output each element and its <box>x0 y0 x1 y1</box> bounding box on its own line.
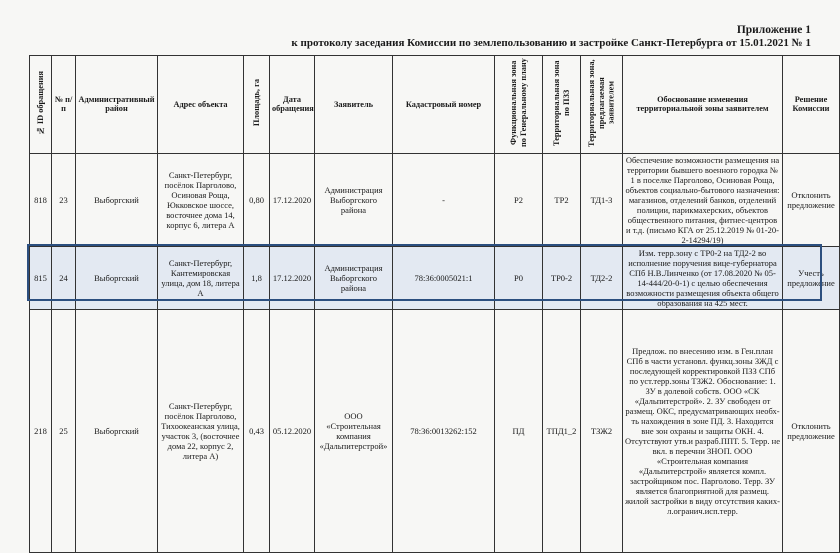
cell-cadastral: 78:36:0013262:152 <box>393 310 495 553</box>
col-header-cadastral: Кадастровый номер <box>393 56 495 154</box>
table-row-highlighted <box>30 246 840 309</box>
cell-cadastral: 78:36:0005021:1 <box>393 246 495 309</box>
cell-proposed-zone: ТД2-2 <box>581 246 623 309</box>
cell-terr-zone: ТР2 <box>543 153 581 246</box>
cell-area: 0,80 <box>244 153 270 246</box>
cell-func-zone: ПД <box>495 310 543 553</box>
cell-terr-zone: ТР0-2 <box>543 246 581 309</box>
cell-applicant: ООО «Строительная компания «Дальпитерстрой» <box>315 310 393 553</box>
cell-cadastral: - <box>393 153 495 246</box>
cell-area: 1,8 <box>244 246 270 309</box>
cell-decision: Отклонить предложение <box>783 153 840 246</box>
cell-decision: Отклонить предложение <box>783 310 840 553</box>
cell-func-zone: Р2 <box>495 153 543 246</box>
cell-proposed-zone: ТД1-3 <box>581 153 623 246</box>
cell-id: 815 <box>30 246 52 309</box>
col-header-date: Дата обращения <box>270 56 315 154</box>
cell-district: Выборгский <box>76 153 158 246</box>
cell-reason: Обеспечение возможности размещения на территории бывшего военного городка № 1 в поселке Парголово, Осиновая Роща, объектов социально-бытового назначения: магазинов, отделений банков, отделений полиции, парикмахерских, объектов общественного питания, фитнес-центров и т.д. (письмо КГА от 25.12.2019 № 01-20-2-14294/19) <box>623 153 783 246</box>
col-header-func-zone: Функциональная зона по Генеральному плану <box>495 56 543 154</box>
appendix-title: Приложение 1 <box>736 24 811 36</box>
col-header-district: Административный район <box>76 56 158 154</box>
cell-applicant: Администрация Выборгского района <box>315 153 393 246</box>
cell-date: 05.12.2020 <box>270 310 315 553</box>
col-header-proposed-zone: Территориальная зона, предлагаемая заявителем <box>581 56 623 154</box>
table-header-row <box>30 56 840 154</box>
cell-num: 24 <box>52 246 76 309</box>
col-header-address: Адрес объекта <box>158 56 244 154</box>
col-header-num: № п/п <box>52 56 76 154</box>
cell-address: Санкт-Петербург, Кантемировская улица, дом 18, литера А <box>158 246 244 309</box>
cell-num: 23 <box>52 153 76 246</box>
col-header-decision: Решение Комиссии <box>783 56 840 154</box>
table-row <box>30 310 840 553</box>
cell-num: 25 <box>52 310 76 553</box>
cell-id: 218 <box>30 310 52 553</box>
col-header-terr-zone: Территориальная зона по ПЗЗ <box>543 56 581 154</box>
protocol-subtitle: к протоколу заседания Комиссии по землепользованию и застройке Санкт-Петербурга от 15.01.2021 № 1 <box>291 37 811 49</box>
cell-reason: Предлож. по внесению изм. в Ген.план СПб в части установл. функц.зоны ЗЖД с последующей корректировкой ПЗЗ СПб по уст.терр.зоны ТЗЖ2. Обоснование: 1. ЗУ в долевой собств. ООО «СК «Дальпитерстрой». 2. ЗУ свободен от размещ. ОКС, предусматривающих необх-ть нахождения в зоне ПД. 3. Находится вне зон охраны и защиты ОКН. 4. Отсутствуют утв.и разраб.ППТ. 5. Терр. не вкл. в перечни ЗНОП. ООО «Строительная компания «Дальпитерстрой» является компл. застройщиком пос. Парголово. Терр. ЗУ является благоприятной для размещ. жилой застройки в виду отсутствия каких-л.огранич.исп.терр. <box>623 310 783 553</box>
cell-reason: Изм. терр.зону с ТР0-2 на ТД2-2 во исполнение поручения вице-губернатора СПб Н.В.Линченко (от 17.08.2020 № 05-14-444/20-0-1) с целью обеспечения возможности размещения объекта общего образования на 425 мест. <box>623 246 783 309</box>
cell-date: 17.12.2020 <box>270 246 315 309</box>
table-row <box>30 153 840 246</box>
cell-decision: Учесть предложение <box>783 246 840 309</box>
col-header-applicant: Заявитель <box>315 56 393 154</box>
cell-area: 0,43 <box>244 310 270 553</box>
cell-district: Выборгский <box>76 246 158 309</box>
cell-id: 818 <box>30 153 52 246</box>
cell-date: 17.12.2020 <box>270 153 315 246</box>
cell-proposed-zone: ТЗЖ2 <box>581 310 623 553</box>
cell-address: Санкт-Петербург, посёлок Парголово, Осиновая Роща, Юкковское шоссе, восточнее дома 14, корпус 6, литера А <box>158 153 244 246</box>
cell-terr-zone: ТПД1_2 <box>543 310 581 553</box>
cell-address: Санкт-Петербург, посёлок Парголово, Тихоокеанская улица, участок 3, (восточнее дома 22, корпус 2, литера А) <box>158 310 244 553</box>
cell-district: Выборгский <box>76 310 158 553</box>
col-header-id: № ID обращения <box>30 56 52 154</box>
col-header-reason: Обоснование изменения территориальной зоны заявителем <box>623 56 783 154</box>
cell-applicant: Администрация Выборгского района <box>315 246 393 309</box>
land-use-table <box>29 55 840 553</box>
cell-func-zone: Р0 <box>495 246 543 309</box>
col-header-area: Площадь, га <box>244 56 270 154</box>
